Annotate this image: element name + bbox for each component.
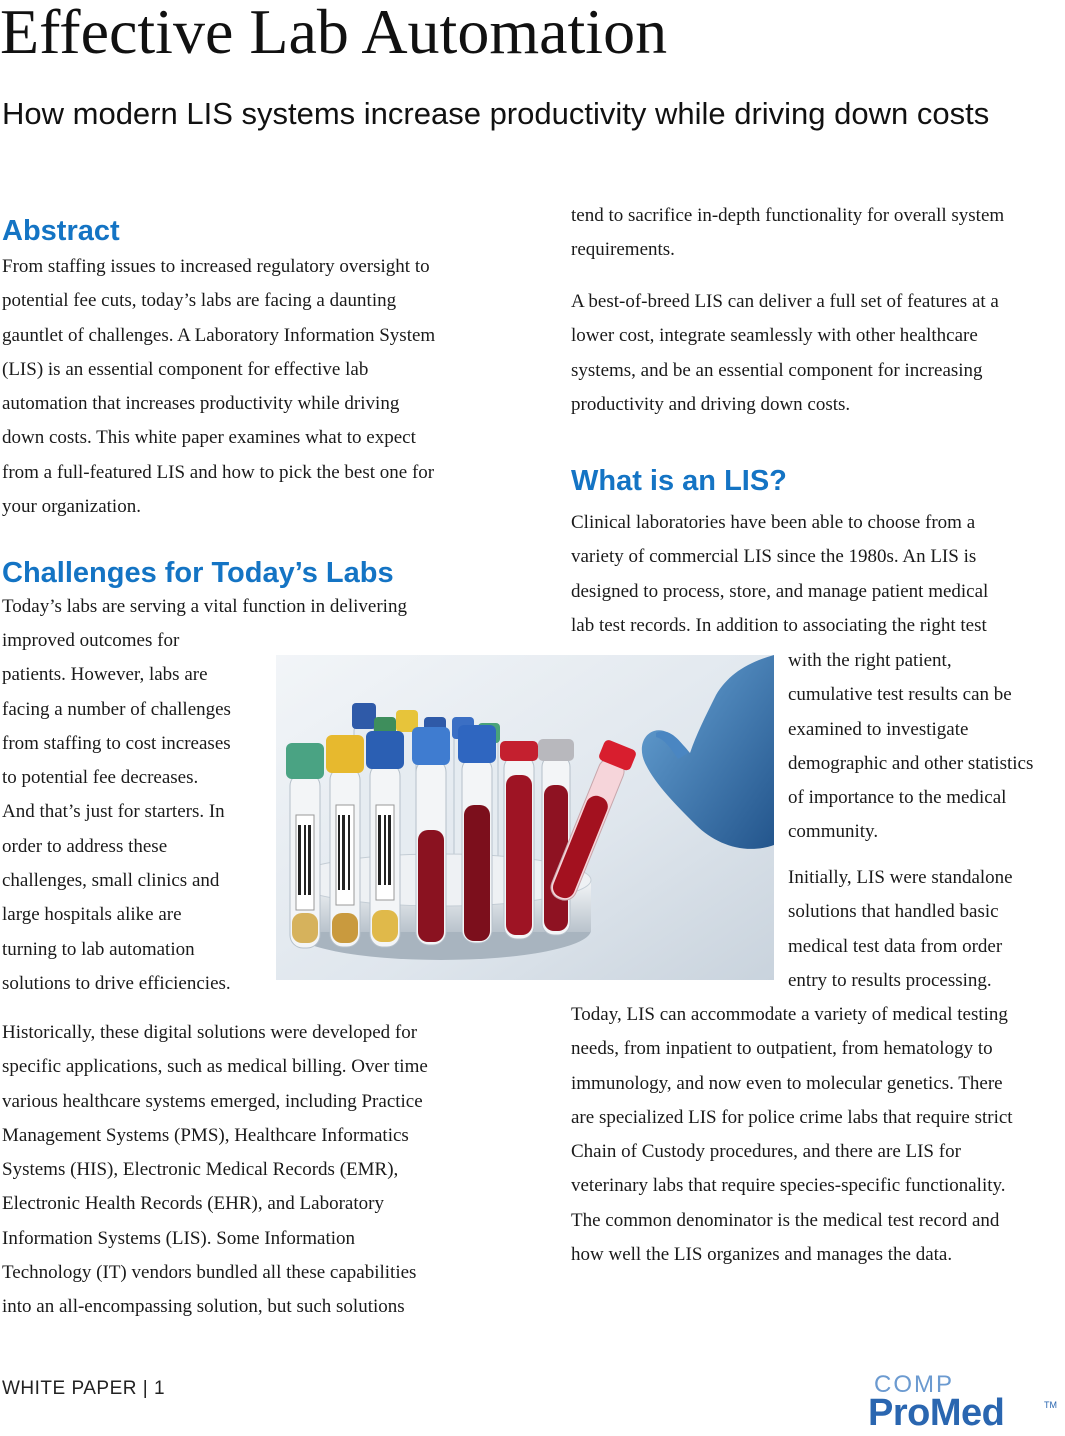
text-line: various healthcare systems emerged, including Practice [2, 1090, 423, 1112]
text-line: patients. However, labs are [2, 664, 208, 686]
text-line: The common denominator is the medical test record and [571, 1209, 1000, 1231]
logo-trademark: TM [1044, 1400, 1057, 1410]
text-line: variety of commercial LIS since the 1980s. An LIS is [571, 546, 977, 568]
text-line: improved outcomes for [2, 630, 180, 651]
text-line: large hospitals alike are [2, 904, 182, 926]
text-line: And that’s just for starters. In [2, 801, 225, 823]
text-line: medical test data from order [788, 935, 1003, 957]
today-paragraph [571, 998, 1065, 1272]
logo-promed-text: ProMed [868, 1392, 1005, 1434]
text-line: community. [788, 821, 879, 843]
text-line: with the right patient, [788, 650, 952, 671]
text-line: Historically, these digital solutions were developed for [2, 1022, 418, 1043]
text-line: needs, from inpatient to outpatient, from hematology to [571, 1038, 993, 1060]
text-line: (LIS) is an essential component for effective lab [2, 358, 369, 380]
text-line: immunology, and now even to molecular genetics. There [571, 1072, 1003, 1094]
text-line: Systems (HIS), Electronic Medical Records (EMR), [2, 1159, 399, 1181]
abstract-paragraph [2, 250, 502, 524]
text-line: from staffing to cost increases [2, 732, 231, 754]
document-title: Effective Lab Automation [0, 0, 668, 67]
text-line: Clinical laboratories have been able to choose from a [571, 512, 976, 533]
text-line: are specialized LIS for police crime labs that require strict [571, 1106, 1013, 1128]
what-is-lis-heading: What is an LIS? [571, 465, 787, 497]
text-line: from a full-featured LIS and how to pick the best one for [2, 461, 435, 483]
text-line: turning to lab automation [2, 938, 195, 960]
text-line: lab test records. In addition to associating the right test [571, 614, 987, 636]
what-is-lis-paragraph [571, 506, 1065, 643]
text-line: into an all-encompassing solution, but such solutions [2, 1296, 405, 1318]
text-line: From staffing issues to increased regulatory oversight to [2, 256, 430, 277]
initially-paragraph [788, 861, 1065, 998]
text-line: Management Systems (PMS), Healthcare Informatics [2, 1124, 409, 1146]
text-line: solutions that handled basic [788, 901, 999, 923]
text-line: your organization. [2, 496, 141, 518]
what-is-lis-wrapped-paragraph [788, 644, 1065, 850]
text-line: requirements. [571, 239, 675, 261]
text-line: Information Systems (LIS). Some Information [2, 1227, 356, 1249]
text-line: of importance to the medical [788, 787, 1007, 809]
text-line: Chain of Custody procedures, and there are LIS for [571, 1141, 961, 1163]
text-line: facing a number of challenges [2, 698, 231, 720]
text-line: examined to investigate [788, 718, 969, 740]
challenges-first-line: Today’s labs are serving a vital function in delivering [2, 596, 407, 617]
lab-photo-illustration [276, 655, 774, 980]
text-line: lower cost, integrate seamlessly with other healthcare [571, 325, 978, 347]
text-line: order to address these [2, 835, 168, 857]
best-of-breed-paragraph [571, 285, 1065, 422]
text-line: entry to results processing. [788, 969, 992, 991]
abstract-heading: Abstract [2, 215, 120, 247]
challenges-heading: Challenges for Today’s Labs [2, 557, 394, 589]
text-line: how well the LIS organizes and manages the data. [571, 1244, 953, 1266]
text-line: Today, LIS can accommodate a variety of medical testing [571, 1004, 1008, 1025]
text-line: gauntlet of challenges. A Laboratory Information System [2, 324, 436, 346]
document-subtitle: How modern LIS systems increase productivity while driving down costs [2, 96, 990, 131]
text-line: specific applications, such as medical billing. Over time [2, 1056, 428, 1078]
text-line: designed to process, store, and manage patient medical [571, 580, 989, 602]
page-footer-label: WHITE PAPER | 1 [2, 1378, 166, 1399]
text-line: productivity and driving down costs. [571, 393, 851, 415]
text-line: potential fee cuts, today’s labs are facing a daunting [2, 290, 397, 312]
text-line: systems, and be an essential component for increasing [571, 359, 983, 381]
comppromed-logo [868, 1372, 1058, 1432]
text-line: veterinary labs that require species-specific functionality. [571, 1175, 1006, 1197]
text-line: solutions to drive efficiencies. [2, 972, 231, 994]
text-line: Initially, LIS were standalone [788, 867, 1013, 888]
challenges-paragraph [2, 624, 272, 1001]
text-line: Electronic Health Records (EHR), and Laboratory [2, 1193, 384, 1215]
history-paragraph [2, 1016, 522, 1325]
text-line: cumulative test results can be [788, 684, 1012, 706]
text-line: A best-of-breed LIS can deliver a full set of features at a [571, 291, 999, 312]
text-line: down costs. This white paper examines what to expect [2, 427, 416, 449]
logo-comp-text: COMP [874, 1371, 954, 1398]
continued-paragraph [571, 199, 1065, 268]
text-line: to potential fee decreases. [2, 767, 199, 789]
text-line: challenges, small clinics and [2, 870, 220, 892]
text-line: automation that increases productivity while driving [2, 393, 400, 415]
text-line: tend to sacrifice in-depth functionality for overall system [571, 205, 1005, 226]
text-line: Technology (IT) vendors bundled all these capabilities [2, 1262, 417, 1284]
blood-sample-tubes-photo [276, 655, 774, 980]
text-line: demographic and other statistics [788, 752, 1034, 774]
